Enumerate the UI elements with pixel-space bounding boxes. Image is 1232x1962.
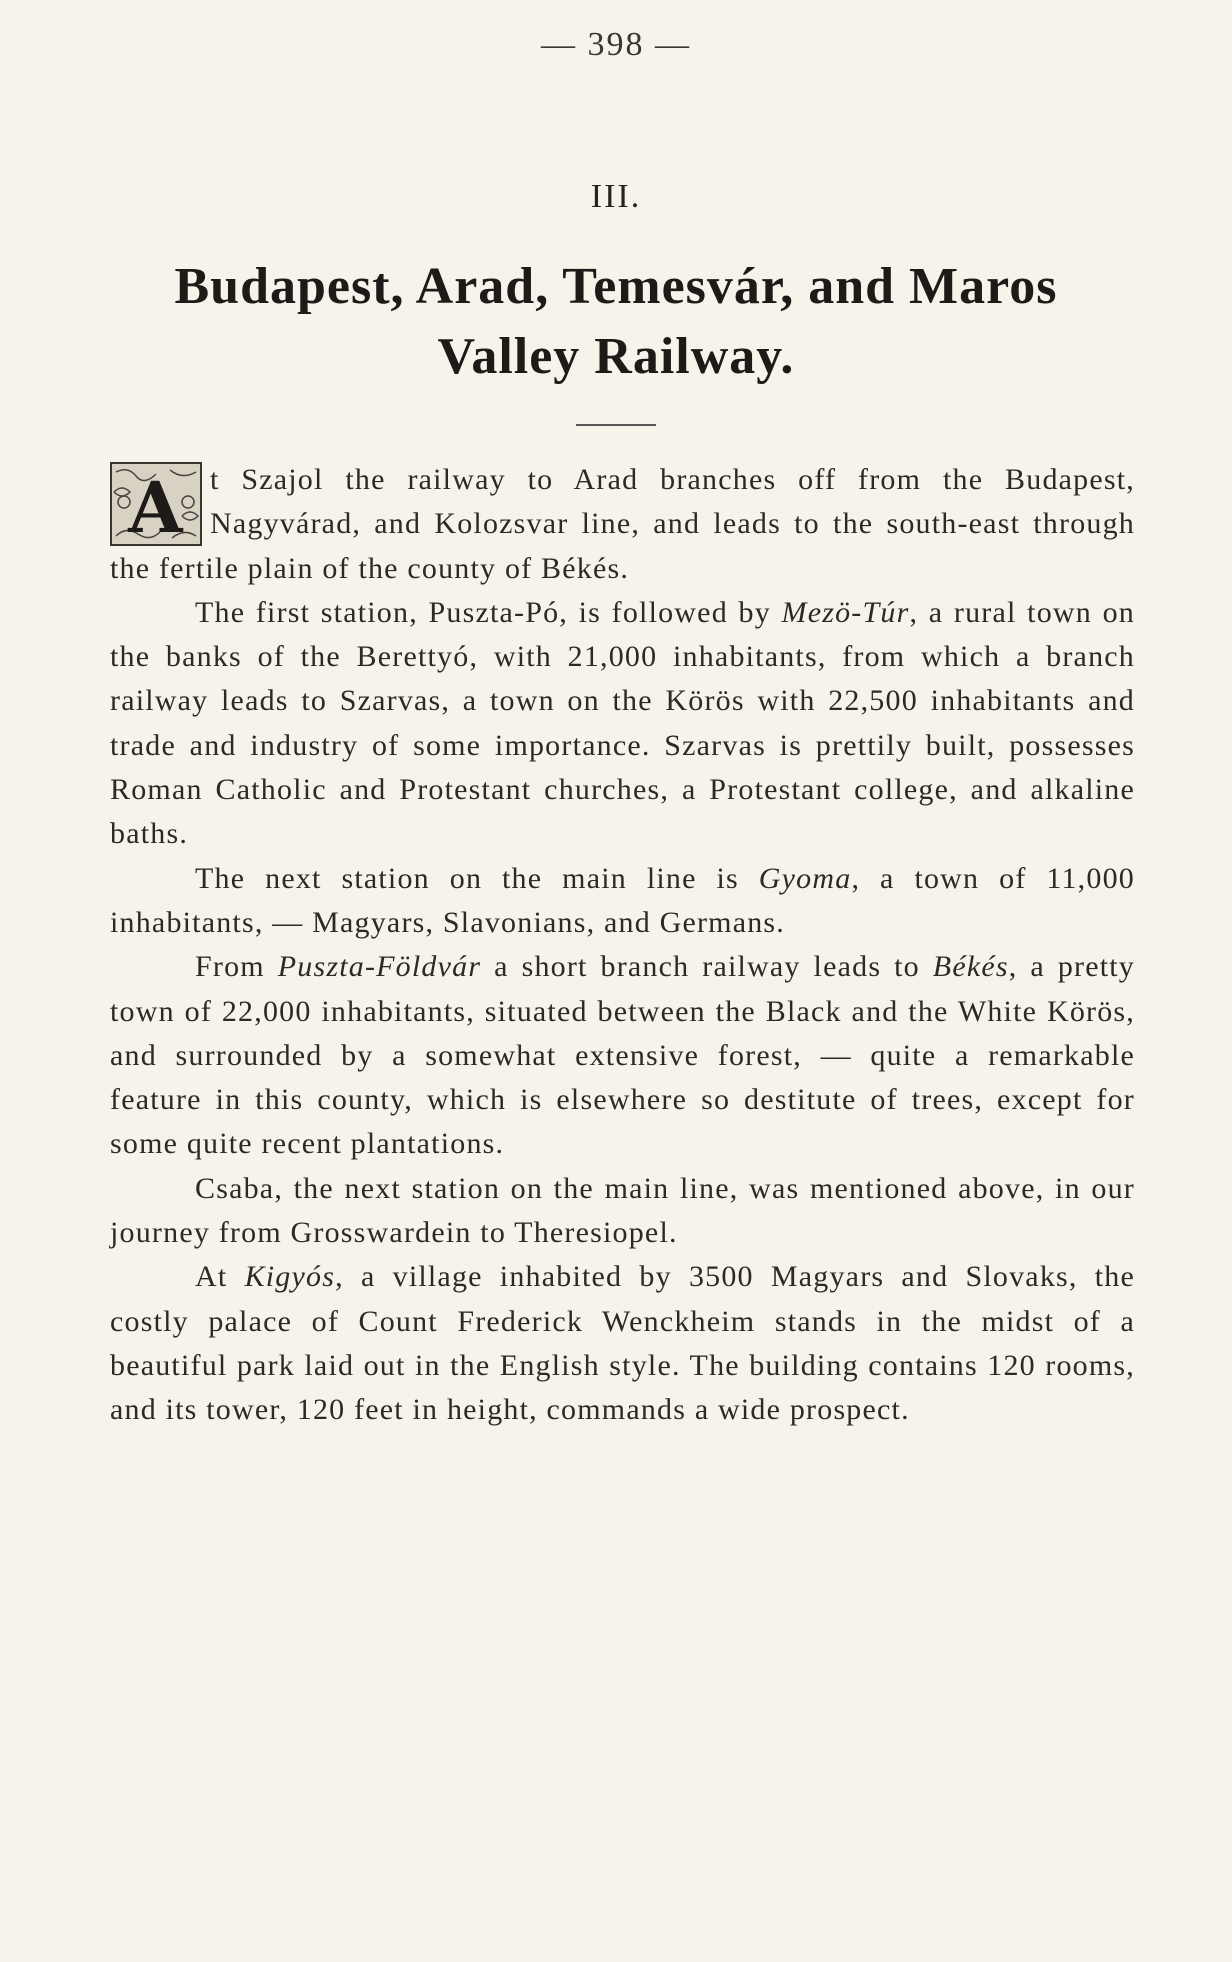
text-run: a short branch railway leads to: [481, 950, 933, 984]
paragraph-5: [110, 1167, 1135, 1256]
paragraph-1: [110, 458, 1135, 591]
decorative-initial-a: [110, 462, 202, 546]
ornamental-initial-icon: [110, 462, 202, 546]
paragraph-2: [110, 591, 1135, 857]
page-number: — 398 —: [541, 26, 691, 63]
text-run: The first station, Puszta-Pó, is followed by: [195, 595, 782, 629]
text-run: , a village inhabited by 3500 Magyars and Slovaks, the costly palace of Count Frederick Wenckheim stands in the midst of a beautiful park laid out in the English style. The building contains 120 rooms, and its tower, 120 feet in height, commands a wide prospect.: [110, 1260, 1135, 1427]
text-run: Csaba, the next station on the main line, was mentioned above, in our journey from Grosswardein to Theresiopel.: [110, 1171, 1135, 1250]
text-run: At: [195, 1260, 245, 1294]
text-run: , a town of 11,000 inhabitants, — Magyars, Slavonians, and Germans.: [110, 861, 1135, 939]
paragraph-3: [110, 857, 1135, 946]
body-text: [110, 458, 1135, 1433]
chapter-title: Budapest, Arad, Temesvár, and Maros Valley Railway.: [174, 258, 1058, 385]
text-run: From: [195, 950, 278, 984]
text-run: The next station on the main line is: [195, 861, 759, 895]
place-mezo-tur: Mezö-Túr: [781, 595, 910, 629]
place-bekes: Békés: [932, 950, 1009, 984]
paragraph-4: [110, 945, 1135, 1166]
place-puszta-foldvar: Puszta-Földvár: [277, 950, 482, 984]
chapter-number: III.: [590, 178, 642, 215]
title-divider: [576, 424, 656, 426]
text-run: , a rural town on the banks of the Berettyó, with 21,000 inhabitants, from which a branch railway leads to Szarvas, a town on the Körös with 22,500 inhabitants and trade and industry of some importance. Szarvas is prettily built, possesses Roman Catholic and Protestant churches, a Protestant college, and alkaline baths.: [110, 595, 1135, 851]
paragraph-1-text: t Szajol the railway to Arad branches off from the Budapest, Nagyvárad, and Kolozsvar line, and leads to the south-east through the fertile plain of the county of Békés.: [110, 463, 1135, 585]
text-run: , a pretty town of 22,000 inhabitants, situated between the Black and the White Körös, and surrounded by a somewhat extensive forest, — quite a remarkable feature in this county, which is elsewhere so destitute of trees, except for some quite recent plantations.: [110, 950, 1136, 1161]
paragraph-6: [110, 1255, 1135, 1432]
place-kigyos: Kigyós: [244, 1260, 336, 1294]
place-gyoma: Gyoma: [758, 861, 852, 895]
svg-text:A: A: [128, 466, 184, 546]
